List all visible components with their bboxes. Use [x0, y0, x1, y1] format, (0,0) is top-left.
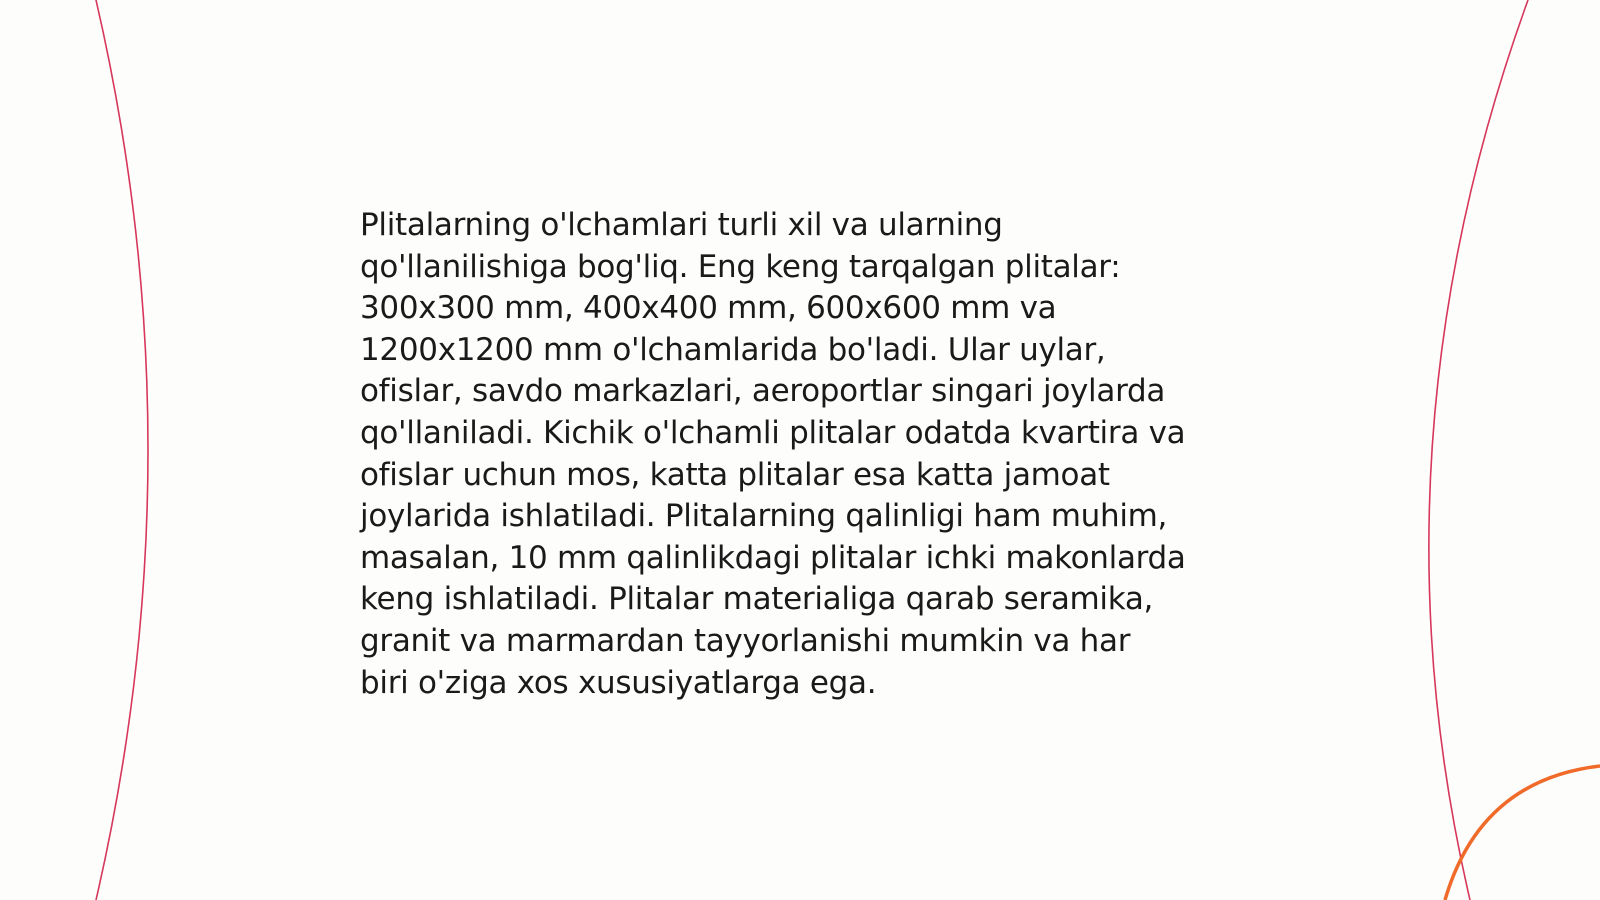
body-paragraph [360, 205, 1260, 704]
paragraph-line: 300x300 mm, 400x400 mm, 600x600 mm va [360, 290, 1057, 327]
paragraph-line: ofislar uchun mos, katta plitalar esa katta jamoat [360, 456, 1110, 493]
paragraph-line: ofislar, savdo markazlari, aeroportlar singari joylarda [360, 373, 1166, 410]
paragraph-line: keng ishlatiladi. Plitalar materialiga qarab seramika, [360, 581, 1154, 618]
paragraph-line: Plitalarning o'lchamlari turli xil va ularning [360, 207, 1003, 243]
left-curve-line [96, 0, 148, 900]
paragraph-line: 1200x1200 mm o'lchamlarida bo'ladi. Ular uylar, [360, 331, 1106, 368]
paragraph-line: masalan, 10 mm qalinlikdagi plitalar ichki makonlarda [360, 539, 1186, 576]
right-curve-line [1429, 0, 1528, 900]
paragraph-line: biri o'ziga xos xususiyatlarga ega. [360, 664, 877, 701]
paragraph-line: joylarida ishlatiladi. Plitalarning qalinligi ham muhim, [360, 498, 1168, 535]
paragraph-line: qo'llaniladi. Kichik o'lchamli plitalar odatda kvartira va [360, 414, 1186, 451]
paragraph-line: qo'llanilishiga bog'liq. Eng keng tarqalgan plitalar: [360, 248, 1121, 285]
orange-arc [1445, 766, 1600, 900]
paragraph-line: granit va marmardan tayyorlanishi mumkin va har [360, 622, 1131, 659]
